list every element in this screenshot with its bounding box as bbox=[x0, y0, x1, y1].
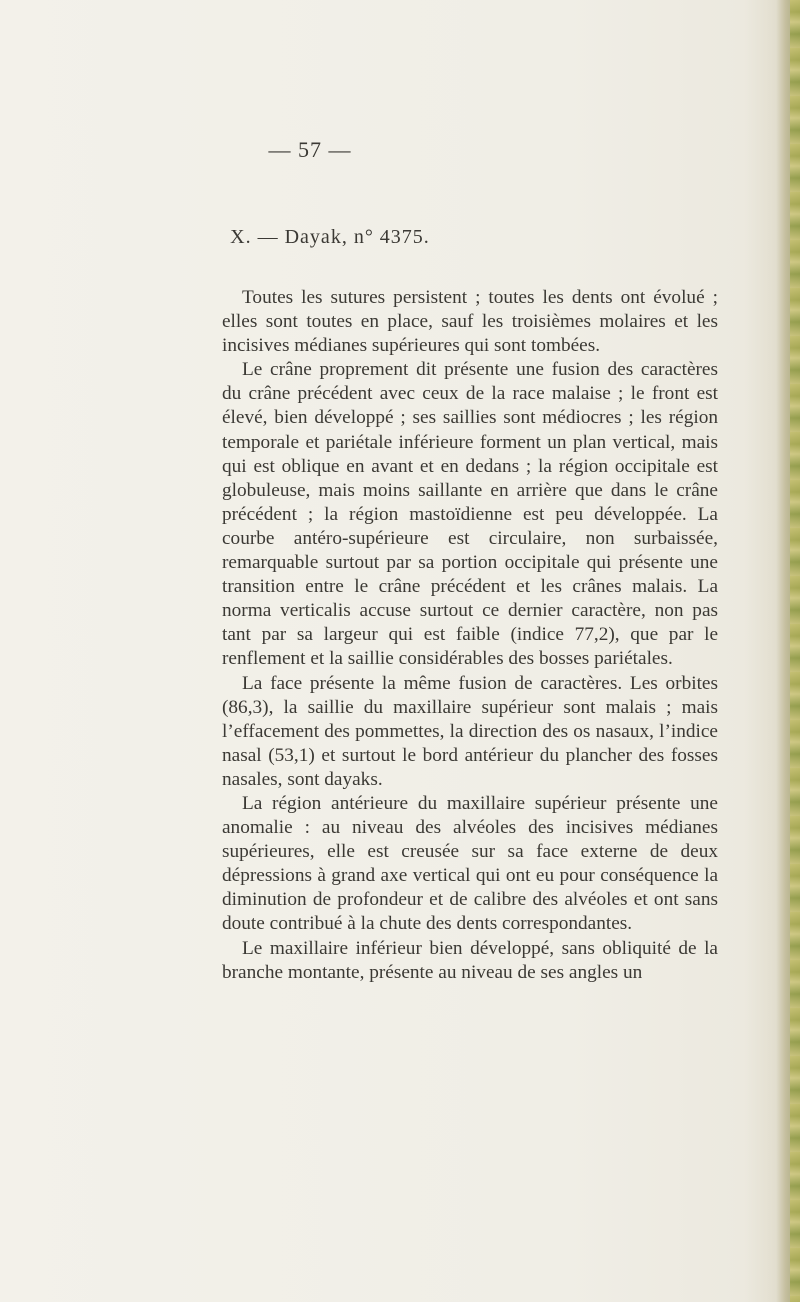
section-heading: X. — Dayak, n° 4375. bbox=[230, 226, 430, 248]
body-text bbox=[222, 286, 718, 985]
paragraph: La face présente la même fusion de caractères. Les orbites (86,3), la saillie du maxillaire supérieur sont malais ; mais l’effacement des pommettes, la direction des os nasaux, l’indice nasal (53,1) et surtout le bord antérieur du plancher des fosses nasales, sont dayaks. bbox=[222, 672, 718, 790]
paragraph: Toutes les sutures persistent ; toutes les dents ont évolué ; elles sont toutes en place, sauf les troisièmes molaires et les incisives médianes supérieures qui sont tombées. bbox=[222, 287, 718, 357]
paragraph: La région antérieure du maxillaire supérieur présente une anomalie : au niveau des alvéoles des incisives médianes supérieures, elle est creusée sur sa face externe de deux dépressions à grand axe vertical qui ont eu pour conséquence la diminution de profondeur et de calibre des alvéoles et ont sans doute contribué à la chute des dents correspondantes. bbox=[222, 792, 718, 935]
page-edge-binding bbox=[790, 0, 800, 1302]
page-number: — 57 — bbox=[268, 137, 352, 162]
paragraph: Le maxillaire inférieur bien développé, sans obliquité de la branche montante, présente au niveau de ses angles un bbox=[222, 937, 718, 983]
paragraph: Le crâne proprement dit présente une fusion des caractères du crâne précédent avec ceux de la race malaise ; le front est élevé, bien développé ; ses saillies sont médiocres ; les région temporale et pariétale inférieure forment un plan vertical, mais qui est oblique en avant et en dedans ; la région occipitale est globuleuse, mais moins saillante en arrière que dans le crâne précédent ; la région mastoïdienne est peu développée. La courbe antéro-supérieure est circulaire, non surbaissée, remarquable surtout par sa portion occipitale qui présente une transition entre le crâne précédent et les crânes malais. La norma verticalis accuse surtout ce dernier caractère, non pas tant par sa largeur qui est faible (indice 77,2), que par le renflement et la saillie considérables des bosses pariétales. bbox=[222, 359, 718, 670]
